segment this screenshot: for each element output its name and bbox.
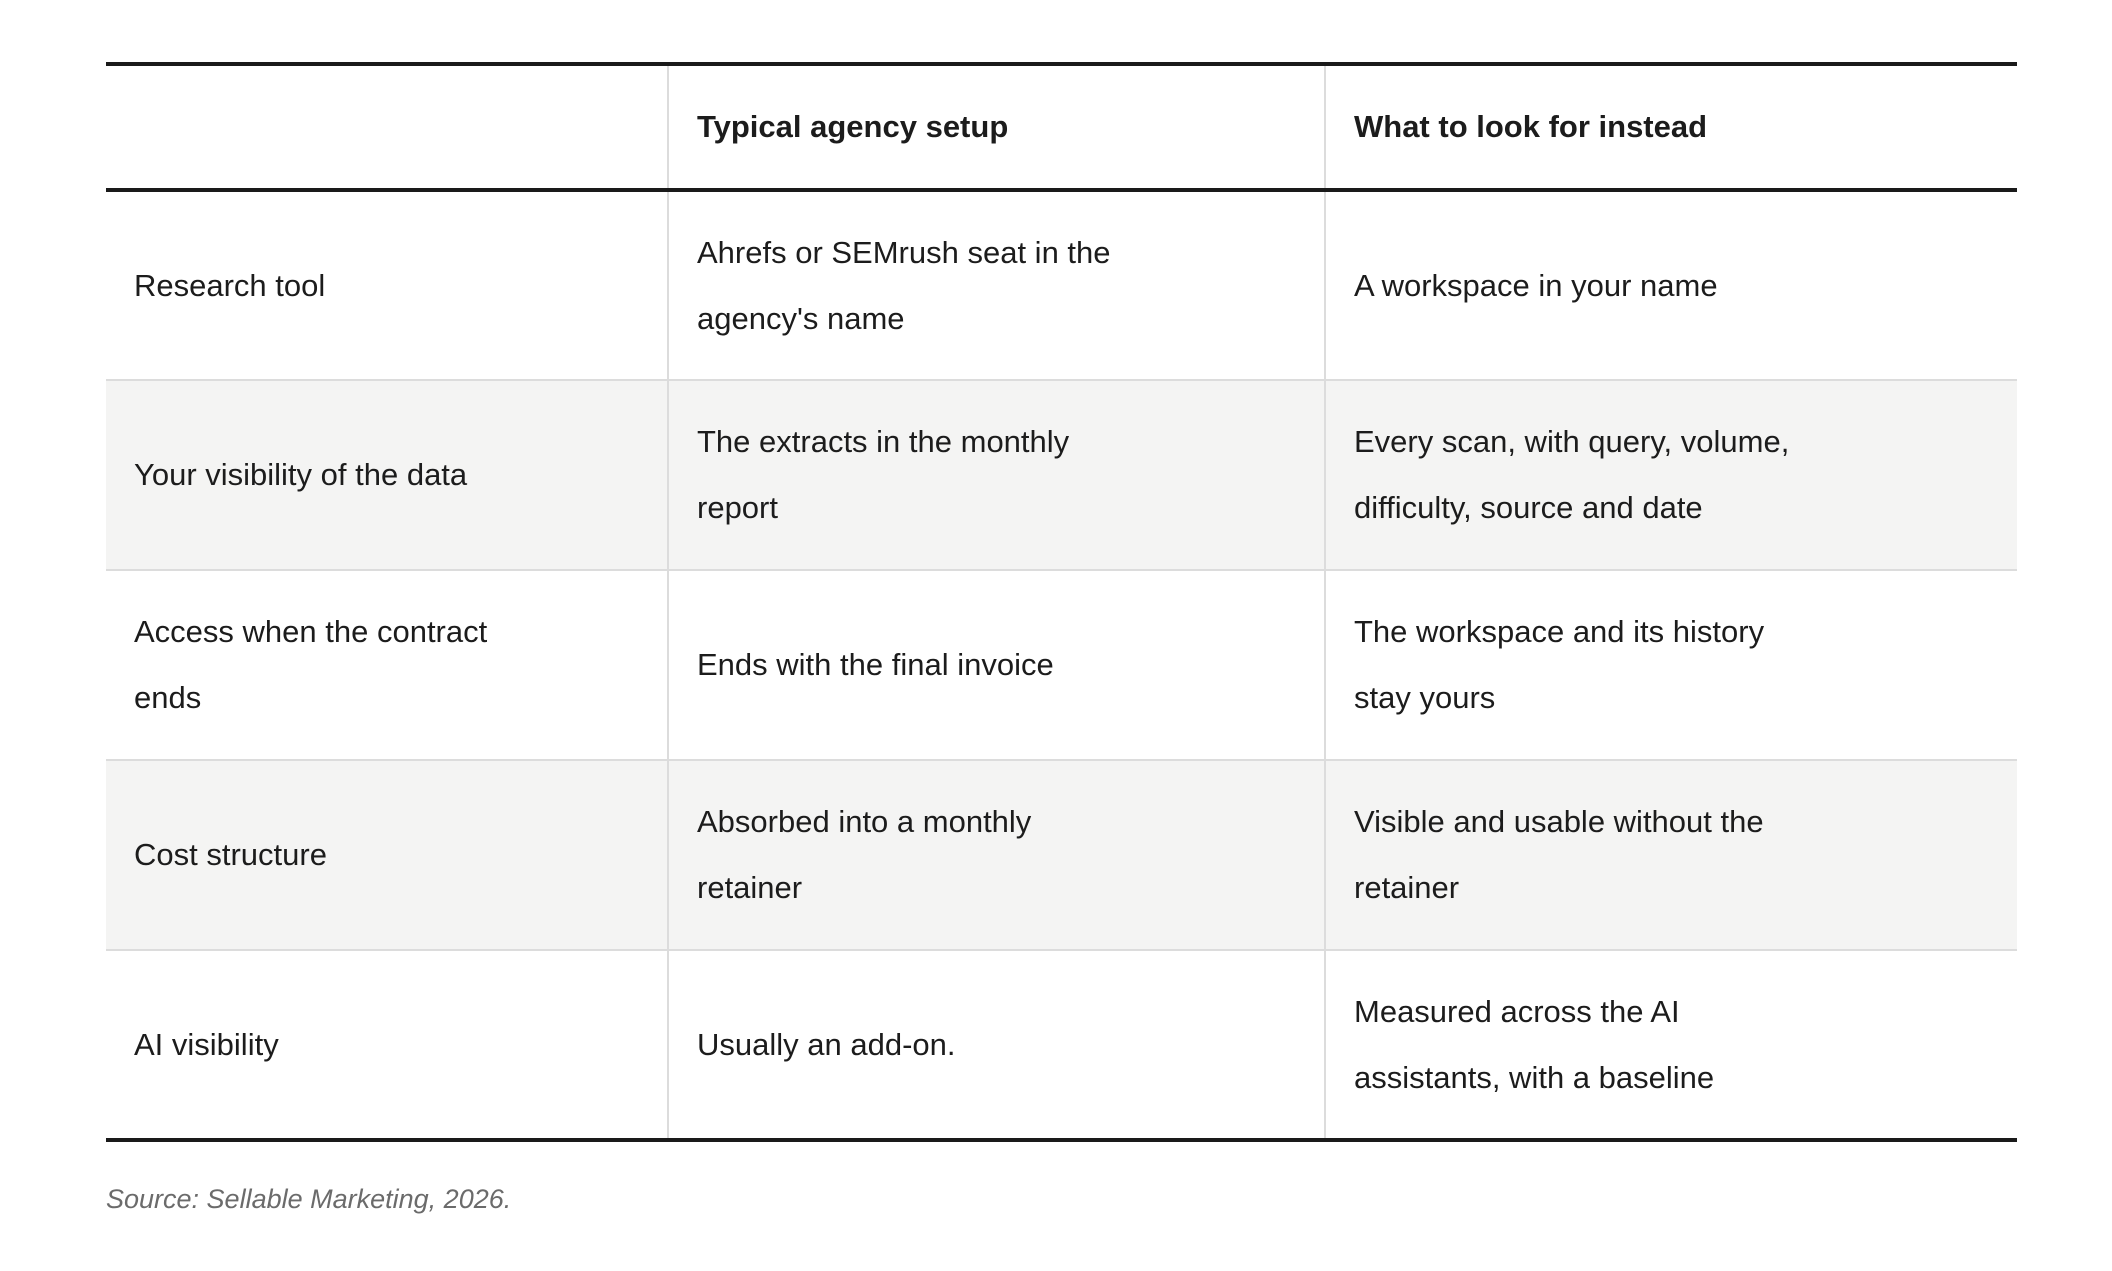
agency-setup-cell [668, 760, 1325, 950]
table-body [106, 190, 2017, 1140]
row-label-cell [106, 950, 668, 1140]
agency-setup-text: Absorbed into a monthly retainer [697, 804, 1032, 905]
agency-setup-cell [668, 190, 1325, 380]
header-row [106, 64, 2017, 190]
row-label: Access when the contract ends [134, 614, 488, 715]
look-for-instead-text: The workspace and its history stay yours [1354, 614, 1765, 715]
table-header [106, 64, 2017, 190]
look-for-instead-cell [1325, 570, 2017, 760]
row-label: Research tool [134, 267, 326, 303]
row-label-cell [106, 190, 668, 380]
table-row [106, 760, 2017, 950]
look-for-instead-text: Visible and usable without the retainer [1354, 804, 1764, 905]
row-label-cell [106, 570, 668, 760]
row-label: AI visibility [134, 1026, 279, 1062]
agency-setup-cell [668, 380, 1325, 570]
header-cell-agency-setup: Typical agency setup [668, 64, 1325, 190]
row-label-cell [106, 380, 668, 570]
agency-setup-cell [668, 950, 1325, 1140]
comparison-table-container [106, 62, 2017, 1142]
row-label: Cost structure [134, 837, 327, 872]
table-row [106, 190, 2017, 380]
table-row [106, 570, 2017, 760]
agency-setup-text: Ends with the final invoice [697, 647, 1054, 682]
look-for-instead-text: A workspace in your name [1354, 267, 1718, 303]
look-for-instead-cell [1325, 950, 2017, 1140]
look-for-instead-text: Measured across the AI assistants, with a baseline [1354, 993, 1715, 1095]
look-for-instead-cell [1325, 380, 2017, 570]
look-for-instead-text: Every scan, with query, volume, difficulty, source and date [1354, 424, 1790, 525]
header-cell-look-for-instead: What to look for instead [1325, 64, 2017, 190]
source-note: Source: Sellable Marketing, 2026. [106, 1184, 512, 1214]
agency-setup-cell [668, 570, 1325, 760]
table-row [106, 950, 2017, 1140]
comparison-table [106, 62, 2017, 1142]
row-label-cell [106, 760, 668, 950]
agency-setup-text: Ahrefs or SEMrush seat in the agency's name [697, 234, 1111, 336]
row-label: Your visibility of the data [134, 457, 468, 492]
agency-setup-text: The extracts in the monthly report [697, 424, 1070, 525]
header-cell-empty [106, 64, 668, 190]
look-for-instead-cell [1325, 190, 2017, 380]
look-for-instead-cell [1325, 760, 2017, 950]
agency-setup-text: Usually an add-on. [697, 1026, 956, 1062]
table-row [106, 380, 2017, 570]
